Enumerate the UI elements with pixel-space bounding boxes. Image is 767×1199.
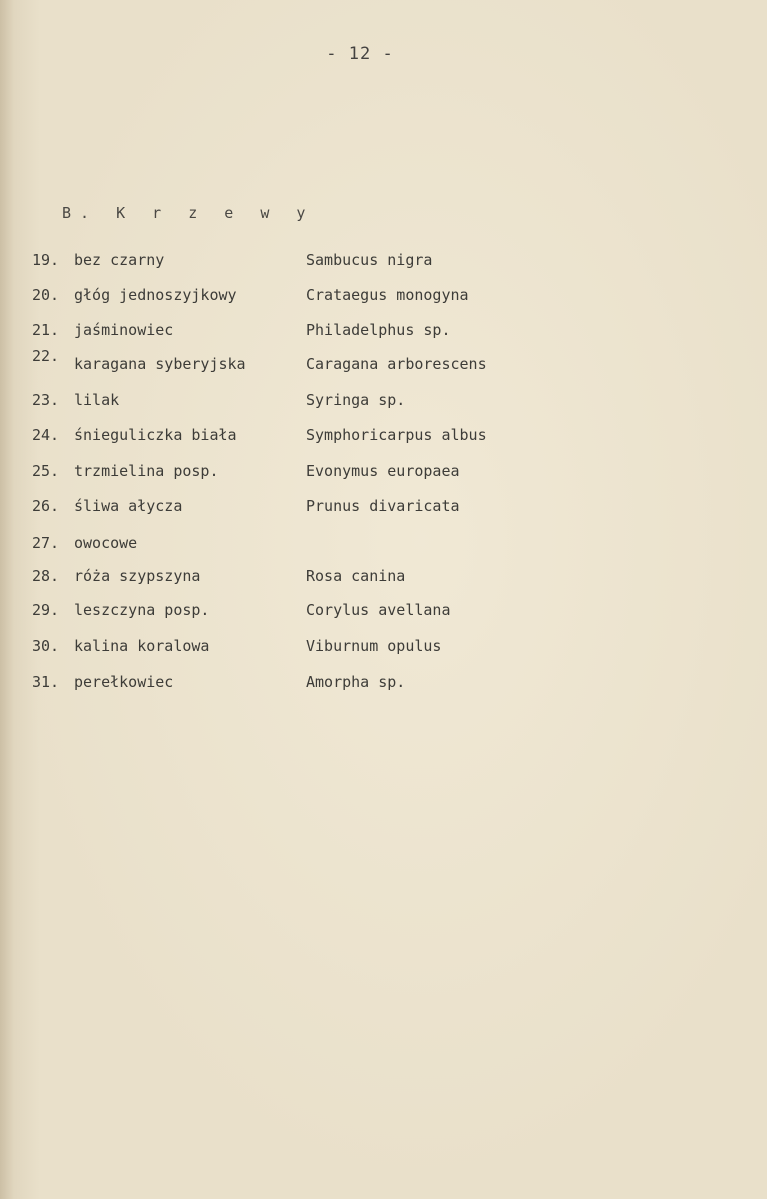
item-number: 27. (32, 534, 60, 552)
list-item (0, 461, 767, 485)
polish-name: śliwa ałycza (74, 497, 183, 515)
section-heading: B. K r z e w y (62, 204, 315, 222)
polish-name: śnieguliczka biała (74, 426, 237, 444)
polish-name: karagana syberyjska (74, 355, 246, 373)
latin-name: Syringa sp. (306, 391, 406, 409)
list-item (0, 425, 767, 449)
latin-name: Corylus avellana (306, 601, 451, 619)
latin-name: Symphoricarpus albus (306, 426, 487, 444)
latin-name: Philadelphus sp. (306, 321, 451, 339)
list-item (0, 533, 767, 557)
latin-name: Rosa canina (306, 567, 406, 585)
item-number: 22. (32, 347, 60, 365)
list-item (0, 320, 767, 344)
list-item (0, 285, 767, 309)
item-number: 20. (32, 286, 60, 304)
list-item (0, 347, 767, 378)
item-number: 23. (32, 391, 60, 409)
latin-name: Sambucus nigra (306, 251, 433, 269)
polish-name: bez czarny (74, 251, 165, 269)
polish-name: lilak (74, 391, 120, 409)
item-number: 24. (32, 426, 60, 444)
item-number: 19. (32, 251, 60, 269)
latin-name: Viburnum opulus (306, 637, 442, 655)
item-number: 30. (32, 637, 60, 655)
latin-name: Evonymus europaea (306, 462, 460, 480)
list-item (0, 496, 767, 520)
page-number: - 12 - (326, 44, 394, 64)
item-number: 26. (32, 497, 60, 515)
list-item (0, 390, 767, 414)
polish-name: róża szypszyna (74, 567, 201, 585)
list-item (0, 600, 767, 624)
polish-name: perełkowiec (74, 673, 174, 691)
polish-name: trzmielina posp. (74, 462, 219, 480)
latin-name: Caragana arborescens (306, 355, 487, 373)
latin-name: Prunus divaricata (306, 497, 460, 515)
list-item (0, 636, 767, 660)
latin-name: Amorpha sp. (306, 673, 406, 691)
polish-name: kalina koralowa (74, 637, 210, 655)
polish-name: głóg jednoszyjkowy (74, 286, 237, 304)
list-item (0, 250, 767, 274)
list-item (0, 672, 767, 696)
item-number: 21. (32, 321, 60, 339)
item-number: 31. (32, 673, 60, 691)
polish-name: jaśminowiec (74, 321, 174, 339)
polish-name: owocowe (74, 534, 138, 552)
list-item (0, 566, 767, 590)
item-number: 25. (32, 462, 60, 480)
latin-name: Crataegus monogyna (306, 286, 469, 304)
item-number: 29. (32, 601, 60, 619)
item-number: 28. (32, 567, 60, 585)
polish-name: leszczyna posp. (74, 601, 210, 619)
